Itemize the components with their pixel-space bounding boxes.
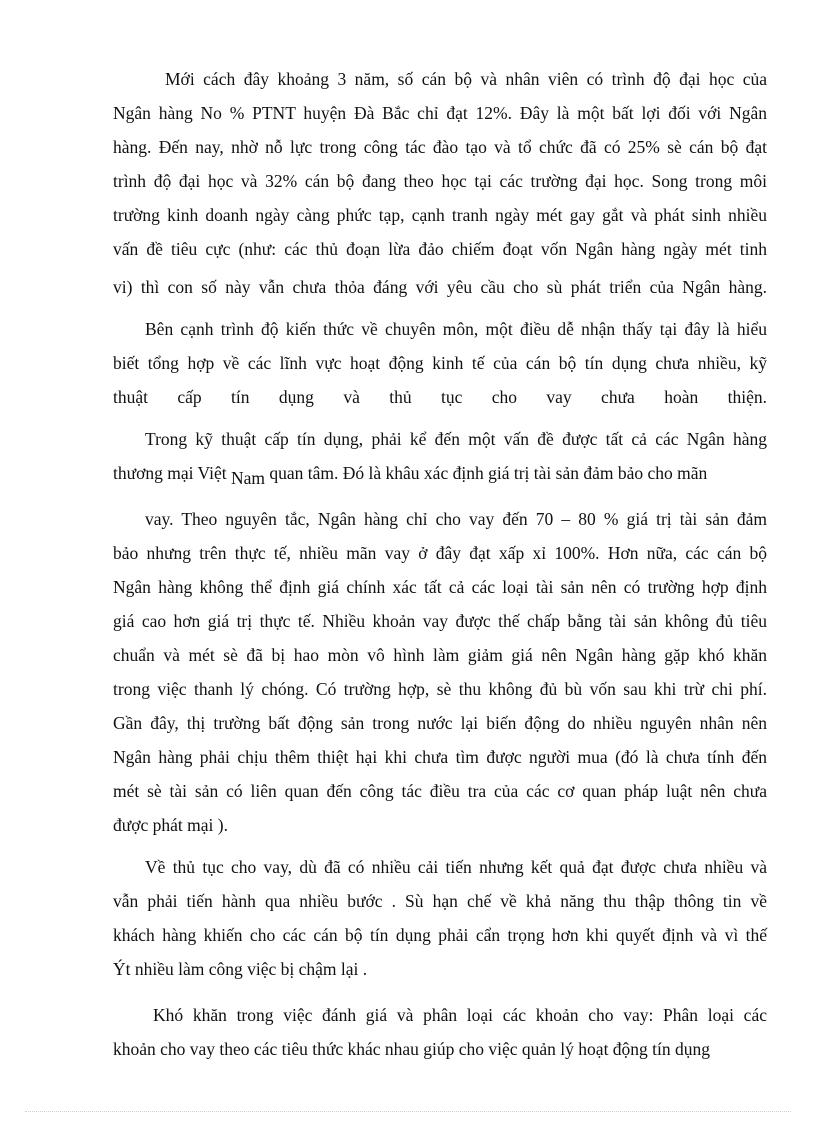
- paragraph-1-line-6: vấn đề tiêu cực (như: các thủ đoạn lừa đảo chiếm đoạt vốn Ngân hàng ngày mét tinh: [113, 239, 767, 259]
- text-segment: quan tâm. Đó là khâu xác định giá trị tài sản đảm bảo cho mãn: [269, 463, 708, 483]
- paragraph-1-line-2: Ngân hàng No % PTNT huyện Đà Bắc chỉ đạt 12%. Đây là một bất lợi đối với Ngân: [113, 103, 767, 123]
- paragraph-3-line-6: giá cao hơn giá trị thực tế. Nhiều khoản vay được thế chấp bằng tài sản không đủ tiêu: [113, 611, 767, 631]
- paragraph-2-line-1: Bên cạnh trình độ kiến thức về chuyên môn, một điều dễ nhận thấy tại đây là hiểu: [145, 319, 767, 339]
- paragraph-3-line-9: Gần đây, thị trường bất động sản trong nước lại biến động do nhiều nguyên nhân nên: [113, 713, 767, 733]
- paragraph-5-line-2: khoản cho vay theo các tiêu thức khác nhau giúp cho việc quản lý hoạt động tín dụng: [113, 1039, 711, 1059]
- paragraph-4-line-3: khách hàng khiến cho các cán bộ tín dụng phải cẩn trọng hơn khi quyết định và vì thế: [113, 925, 767, 945]
- paragraph-3-line-1: Trong kỹ thuật cấp tín dụng, phải kể đến một vấn đề được tất cả các Ngân hàng: [145, 429, 767, 449]
- paragraph-4-line-1: Về thủ tục cho vay, dù đã có nhiều cải tiến nhưng kết quả đạt được chưa nhiều và: [145, 857, 767, 877]
- paragraph-3-line-7: chuẩn và mét sè đã bị hao mòn vô hình làm giảm giá nên Ngân hàng gặp khó khăn: [113, 645, 767, 665]
- subscript-word: Nam: [230, 468, 266, 488]
- paragraph-3-line-10: Ngân hàng phải chịu thêm thiệt hại khi chưa tìm được người mua (đó là chưa tính đến: [113, 747, 767, 767]
- paragraph-1-line-5: trường kinh doanh ngày càng phức tạp, cạnh tranh ngày mét gay gắt và phát sinh nhiều: [113, 205, 767, 225]
- paragraph-2-line-2: biết tổng hợp về các lĩnh vực hoạt động kinh tế của cán bộ tín dụng chưa nhiều, kỹ: [113, 353, 767, 373]
- paragraph-3-line-8: trong việc thanh lý chóng. Có trường hợp, sè thu không đủ bù vốn sau khi trừ chi phí.: [113, 679, 767, 699]
- paragraph-3-line-12: được phát mại ).: [113, 815, 228, 835]
- paragraph-5-line-1: Khó khăn trong việc đánh giá và phân loại các khoản cho vay: Phân loại các: [153, 1005, 767, 1025]
- paragraph-1-line-1: Mới cách đây khoảng 3 năm, số cán bộ và nhân viên có trình độ đại học của: [165, 69, 767, 89]
- paragraph-3-line-11: mét sè tài sản có liên quan đến công tác điều tra của các cơ quan pháp luật nên chưa: [113, 781, 767, 801]
- paragraph-4-line-4: Ýt nhiều làm công việc bị chậm lại .: [113, 959, 368, 979]
- paragraph-3-line-4: bảo nhưng trên thực tế, nhiều mãn vay ở đây đạt xấp xỉ 100%. Hơn nữa, các cán bộ: [113, 543, 767, 563]
- paragraph-1-line-7: vi) thì con số này vẫn chưa thỏa đáng với yêu cầu cho sù phát triển của Ngân hàng.: [113, 277, 767, 297]
- paragraph-4-line-2: vẫn phải tiến hành qua nhiều bước . Sù hạn chế về khả năng thu thập thông tin về: [113, 891, 767, 911]
- paragraph-3-line-3: vay. Theo nguyên tắc, Ngân hàng chỉ cho vay đến 70 – 80 % giá trị tài sản đảm: [145, 509, 767, 529]
- paragraph-1-line-3: hàng. Đến nay, nhờ nỗ lực trong công tác đào tạo và tổ chức đã có 25% sè cán bộ đạt: [113, 137, 767, 157]
- paragraph-3-line-5: Ngân hàng không thể định giá chính xác tất cả các loại tài sản nên có trường hợp định: [113, 577, 767, 597]
- text-segment: thương mại Việt: [113, 463, 227, 483]
- paragraph-3-line-2: [113, 462, 708, 488]
- paragraph-2-line-3: thuật cấp tín dụng và thủ tục cho vay chưa hoàn thiện.: [113, 387, 767, 407]
- paragraph-1-line-4: trình độ đại học và 32% cán bộ đang theo học tại các trường đại học. Song trong môi: [113, 171, 767, 191]
- page-bottom-divider: [25, 1111, 791, 1112]
